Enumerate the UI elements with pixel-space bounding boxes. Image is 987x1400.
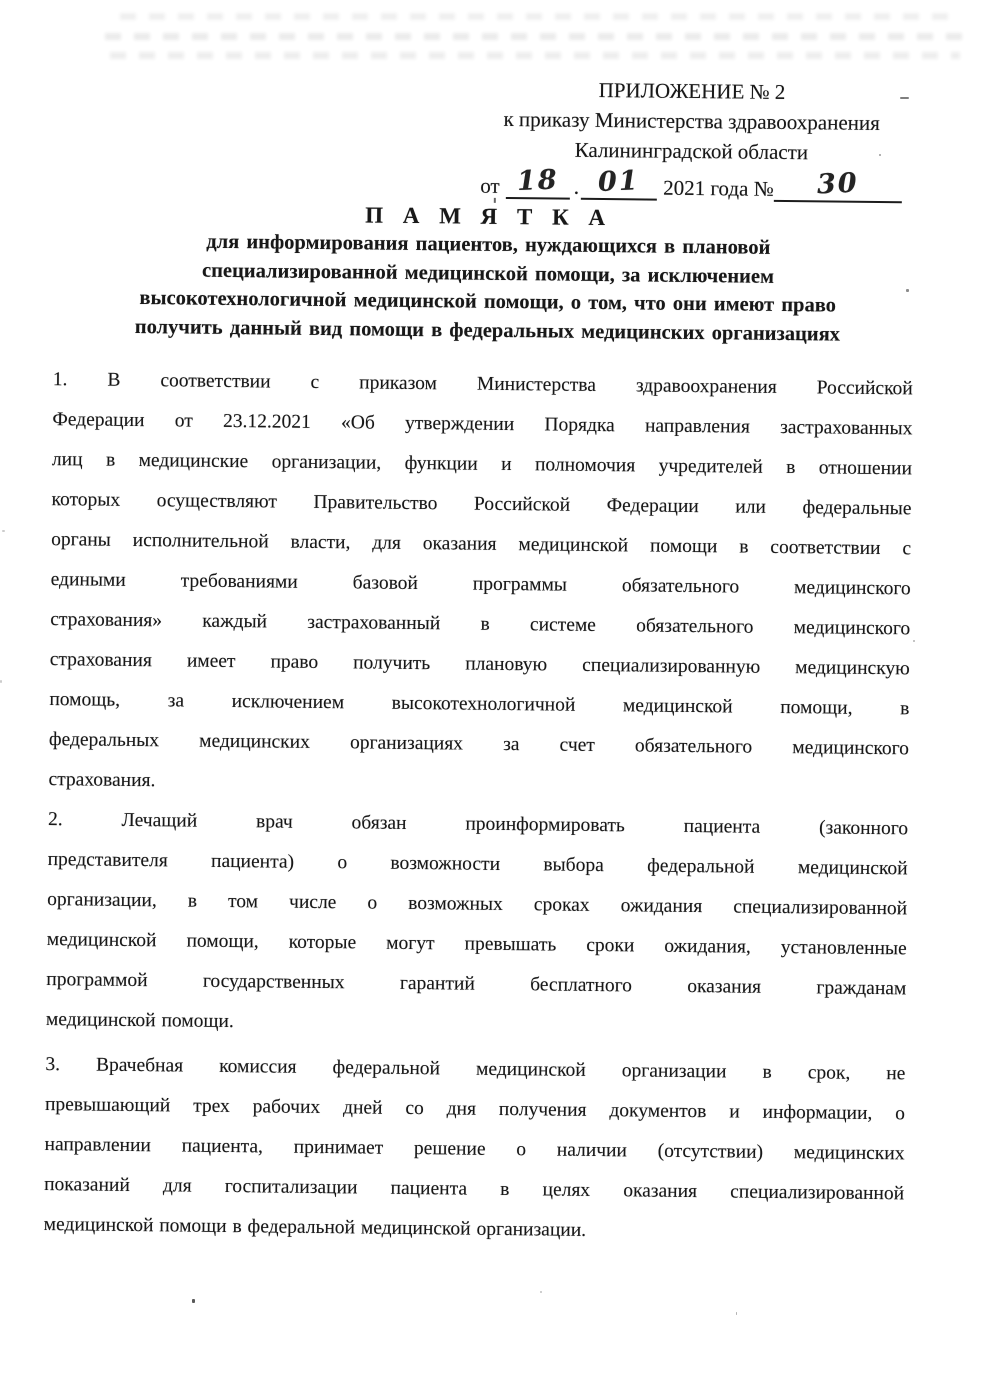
date-prefix: от [480,173,500,198]
subtitle-line: получить данный вид помощи в федеральных медицинских организациях [134,315,841,346]
text-line: органы исполнительной власти, для оказания медицинской помощи в соответствии с [51,529,912,560]
paragraph-1 [48,360,913,809]
subtitle-line: высокотехнологичной медицинской помощи, о том, что они имеют право [139,287,837,317]
date-separator: . [573,173,580,199]
text-line: превышающий трех рабочих дней со дня получения документов и информации, о [44,1094,906,1125]
document-header [417,73,966,204]
date-day-blank [506,164,570,200]
text-line: едиными требованиями базовой программы обязательного медицинского [50,569,911,600]
handwritten-number: 30 [816,167,860,201]
date-line [417,166,965,204]
text-line: направлении пациента, принимает решение о наличии (отсутствии) медицинских [44,1134,905,1165]
text-line: помощь, за исключением высокотехнологичной медицинской помощи, в [49,689,910,720]
text-line: страхования. [48,769,156,792]
scan-speck [494,198,496,203]
text-line: 3. Врачебная комиссия федеральной медицинской организации в срок, не [45,1054,906,1085]
subtitle-line: специализированной медицинской помощи, за исключением [201,259,775,288]
date-month-blank [581,165,657,201]
text-line: которых осуществляют Правительство Российской Федерации или федеральные [51,489,912,520]
order-number-blank [774,167,902,203]
text-line: Федерации от 23.12.2021 «Об утверждении Порядка направления застрахованных [52,409,913,440]
document-subtitle [55,226,920,350]
subtitle-line: для информирования пациентов, нуждающихся в плановой [206,230,771,259]
text-line: медицинской помощи, которые могут превышать сроки ожидания, установленные [46,929,907,960]
text-line: представителя пациента) о возможности выбора федеральной медицинской [47,849,908,880]
title-text: П А М Я Т К А [365,202,613,231]
appendix-line: ПРИЛОЖЕНИЕ № 2 [598,77,786,104]
text-line: медицинской помощи в федеральной медицинской организации. [43,1214,587,1241]
text-line: федеральных медицинских организациях за счет обязательного медицинского [48,729,910,760]
text-line: организации, в том числе о возможных сроках ожидания специализированной [47,889,908,920]
document-body [43,360,913,1254]
text-line: 2. Лечащий врач обязан проинформировать пациента (законного [47,809,909,840]
text-line: страхования имеет право получить плановую специализированную медицинскую [49,649,910,680]
order-line: к приказу Министерства здравоохранения [503,106,880,136]
text-line: 1. В соответствии с приказом Министерства здравоохранения Российской [52,369,913,400]
text-line: медицинской помощи. [45,1009,234,1033]
text-line: страхования» каждый застрахованный в системе обязательного медицинского [50,609,911,640]
text-line: показаний для госпитализации пациента в целях оказания специализированной [44,1174,905,1205]
handwritten-day: 18 [516,164,560,198]
handwritten-month: 01 [597,165,641,199]
date-year-suffix: 2021 года № [663,175,774,201]
region-line: Калининградской области [574,137,809,165]
paragraph-2 [46,800,909,1049]
text-line: лиц в медицинские организации, функции и полномочия учредителей в отношении [51,449,913,480]
paragraph-3 [43,1045,905,1254]
text-line: программой государственных гарантий бесплатного оказания гражданам [46,969,907,1000]
